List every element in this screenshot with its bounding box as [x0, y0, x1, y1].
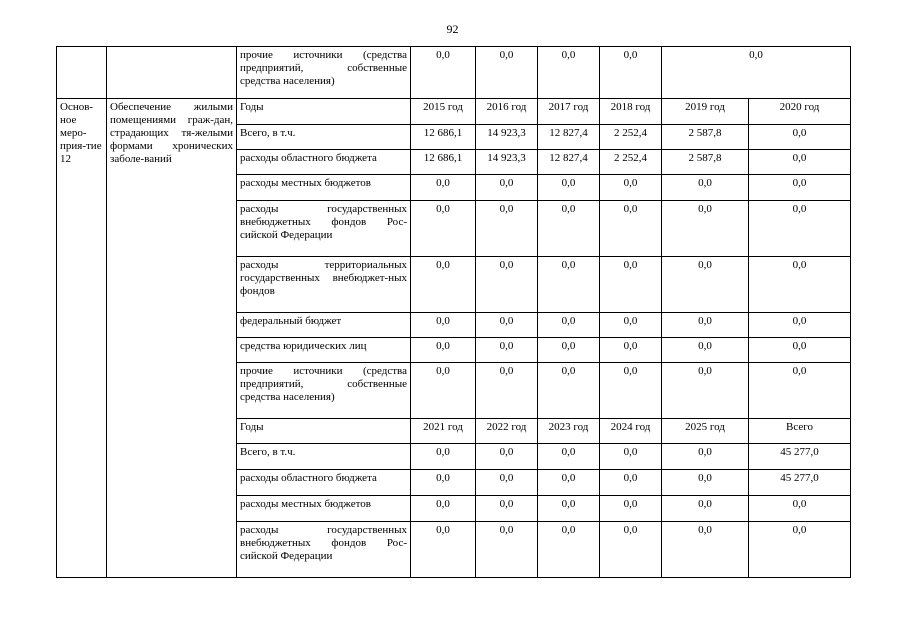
year-header: 2017 год: [538, 99, 600, 125]
value-cell: 0,0: [476, 338, 538, 363]
page-number: 92: [446, 22, 459, 36]
value-cell: 0,0: [411, 444, 476, 470]
value-cell: 0,0: [411, 522, 476, 578]
row-label: Всего, в т.ч.: [237, 125, 411, 150]
row-label: расходы государственных внебюджетных фондов Рос-сийской Федерации: [237, 201, 411, 257]
row-label: расходы областного бюджета: [237, 470, 411, 496]
year-header: 2020 год: [749, 99, 851, 125]
budget-table: [56, 46, 851, 578]
value-cell: 0,0: [749, 338, 851, 363]
value-cell: 0,0: [411, 338, 476, 363]
year-header: 2022 год: [476, 419, 538, 444]
value-cell: 0,0: [476, 522, 538, 578]
value-cell: 0,0: [538, 257, 600, 313]
row-label: расходы государственных внебюджетных фондов Рос-сийской Федерации: [237, 522, 411, 578]
value-cell: 0,0: [476, 444, 538, 470]
value-cell: 0,0: [662, 496, 749, 522]
value-cell: 14 923,3: [476, 150, 538, 175]
value-cell: 0,0: [476, 470, 538, 496]
value-cell: 0,0: [749, 363, 851, 419]
value-cell: 0,0: [600, 201, 662, 257]
years-label: Годы: [237, 99, 411, 125]
value-cell: 0,0: [662, 338, 749, 363]
empty-cell: [107, 47, 237, 99]
value-cell: 45 277,0: [749, 444, 851, 470]
value-cell: 0,0: [411, 470, 476, 496]
value-cell: 0,0: [538, 496, 600, 522]
value-cell: 0,0: [749, 125, 851, 150]
value-cell: 0,0: [662, 522, 749, 578]
value-cell: 0,0: [538, 470, 600, 496]
row-label: федеральный бюджет: [237, 313, 411, 338]
value-cell: 0,0: [662, 313, 749, 338]
value-cell: 12 827,4: [538, 150, 600, 175]
merged-value-cell: 0,0: [662, 47, 851, 99]
row-label: средства юридических лиц: [237, 338, 411, 363]
value-cell: 2 587,8: [662, 125, 749, 150]
value-cell: 0,0: [411, 201, 476, 257]
year-header: 2016 год: [476, 99, 538, 125]
value-cell: 0,0: [411, 175, 476, 201]
value-cell: 0,0: [476, 313, 538, 338]
row-label: Всего, в т.ч.: [237, 444, 411, 470]
value-cell: 0,0: [538, 201, 600, 257]
value-cell: 14 923,3: [476, 125, 538, 150]
activity-name: Основ-ное меро-прия-тие 12: [57, 99, 107, 578]
years-header-row: [57, 99, 851, 125]
row-label: расходы территориальных государственных внебюджет-ных фондов: [237, 257, 411, 313]
value-cell: 2 587,8: [662, 150, 749, 175]
year-header: 2015 год: [411, 99, 476, 125]
row-label: прочие источники (средства предприятий, собственные средства населения): [237, 363, 411, 419]
value-cell: 0,0: [662, 470, 749, 496]
value-cell: 0,0: [476, 201, 538, 257]
empty-cell: [57, 47, 107, 99]
value-cell: 0,0: [600, 47, 662, 99]
value-cell: 0,0: [538, 444, 600, 470]
value-cell: 0,0: [662, 444, 749, 470]
year-header: 2025 год: [662, 419, 749, 444]
value-cell: 0,0: [600, 363, 662, 419]
year-header: 2018 год: [600, 99, 662, 125]
value-cell: 0,0: [538, 363, 600, 419]
value-cell: 0,0: [749, 496, 851, 522]
row-label: расходы местных бюджетов: [237, 175, 411, 201]
year-header: 2023 год: [538, 419, 600, 444]
value-cell: 0,0: [476, 496, 538, 522]
value-cell: 12 827,4: [538, 125, 600, 150]
years-label: Годы: [237, 419, 411, 444]
value-cell: 0,0: [538, 313, 600, 338]
value-cell: 2 252,4: [600, 125, 662, 150]
value-cell: 0,0: [749, 313, 851, 338]
value-cell: 0,0: [749, 201, 851, 257]
value-cell: 0,0: [600, 313, 662, 338]
row-label: расходы местных бюджетов: [237, 496, 411, 522]
year-header: 2021 год: [411, 419, 476, 444]
value-cell: 0,0: [411, 47, 476, 99]
year-header: 2024 год: [600, 419, 662, 444]
value-cell: 0,0: [662, 257, 749, 313]
value-cell: 0,0: [411, 496, 476, 522]
value-cell: 0,0: [600, 496, 662, 522]
value-cell: 0,0: [600, 444, 662, 470]
value-cell: 0,0: [476, 363, 538, 419]
year-header: Всего: [749, 419, 851, 444]
year-header: 2019 год: [662, 99, 749, 125]
value-cell: 0,0: [749, 150, 851, 175]
value-cell: 0,0: [538, 338, 600, 363]
value-cell: 0,0: [411, 313, 476, 338]
value-cell: 0,0: [411, 363, 476, 419]
value-cell: 0,0: [749, 522, 851, 578]
value-cell: 45 277,0: [749, 470, 851, 496]
value-cell: 0,0: [600, 338, 662, 363]
value-cell: 0,0: [600, 257, 662, 313]
value-cell: 12 686,1: [411, 125, 476, 150]
value-cell: 0,0: [538, 47, 600, 99]
activity-description: Обеспечение жилыми помещениями граж-дан, страдающих тя-желыми формами хронических заболе-ваний: [107, 99, 237, 578]
row-label: прочие источники (средства предприятий, собственные средства населения): [237, 47, 411, 99]
value-cell: 0,0: [749, 257, 851, 313]
value-cell: 2 252,4: [600, 150, 662, 175]
value-cell: 0,0: [662, 201, 749, 257]
value-cell: 0,0: [476, 47, 538, 99]
value-cell: 0,0: [411, 257, 476, 313]
table-row: [57, 47, 851, 99]
value-cell: 0,0: [600, 470, 662, 496]
value-cell: 0,0: [662, 363, 749, 419]
value-cell: 0,0: [662, 175, 749, 201]
value-cell: 0,0: [476, 257, 538, 313]
value-cell: 0,0: [600, 175, 662, 201]
value-cell: 0,0: [600, 522, 662, 578]
row-label: расходы областного бюджета: [237, 150, 411, 175]
value-cell: 0,0: [538, 522, 600, 578]
value-cell: 12 686,1: [411, 150, 476, 175]
value-cell: 0,0: [476, 175, 538, 201]
value-cell: 0,0: [538, 175, 600, 201]
value-cell: 0,0: [749, 175, 851, 201]
